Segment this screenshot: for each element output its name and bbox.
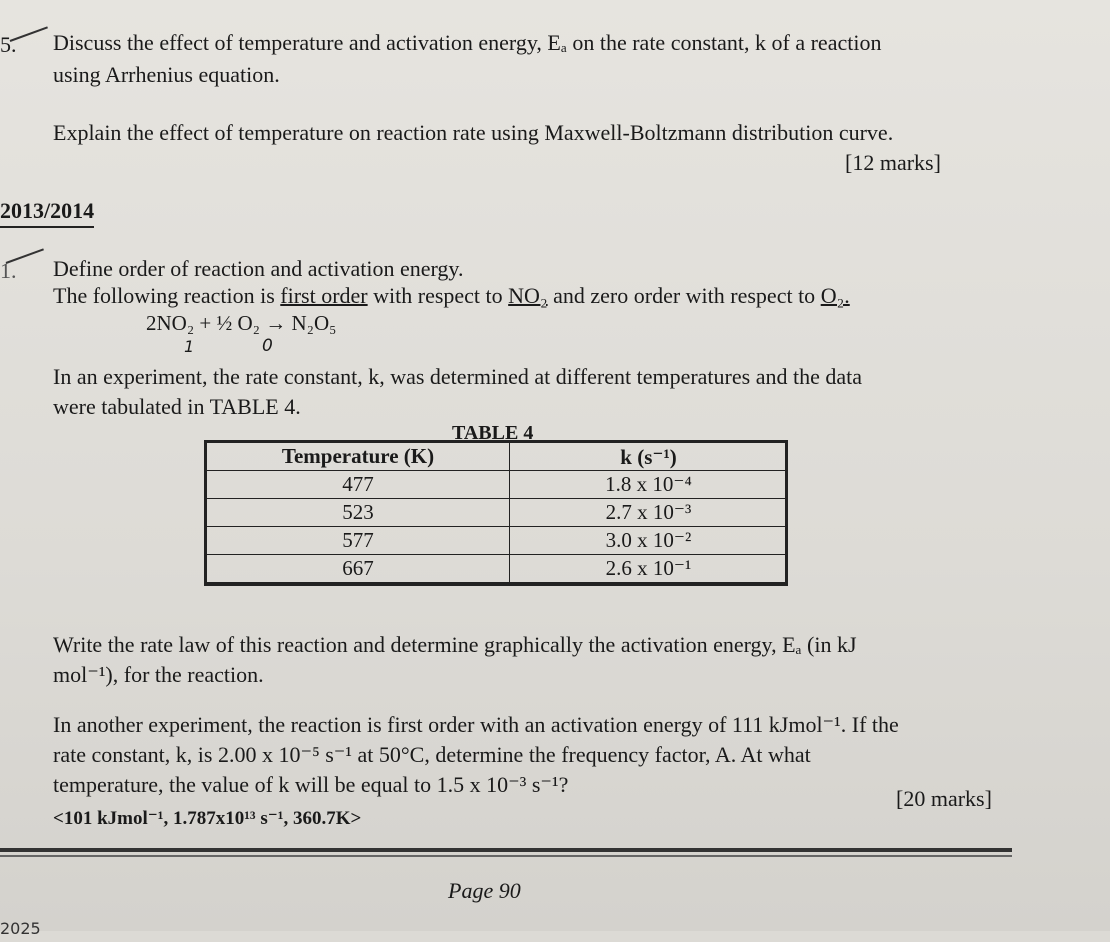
table-title: TABLE 4 <box>452 422 534 444</box>
question-text-line: were tabulated in TABLE 4. <box>53 394 301 419</box>
answer-key: <101 kJmol⁻¹, 1.787x10¹³ s⁻¹, 360.7K> <box>53 808 362 829</box>
table-cell: 2.6 x 10⁻¹ <box>510 555 788 583</box>
question-text-line: rate constant, k, is 2.00 x 10⁻⁵ s⁻¹ at 50°C, determine the frequency factor, A. At what <box>53 742 811 767</box>
table-cell: 577 <box>207 527 510 555</box>
chemical-equation: 2NO₂ + ½ O₂ → N₂O₅ <box>146 311 337 335</box>
question-text-line: mol⁻¹), for the reaction. <box>53 662 264 687</box>
question-number: 1. <box>0 258 17 283</box>
underlined-text: O₂. <box>820 283 850 308</box>
table-row <box>207 471 788 499</box>
table-cell: 3.0 x 10⁻² <box>510 527 788 555</box>
table-cell: 523 <box>207 499 510 527</box>
divider-line <box>0 848 1012 852</box>
table-cell: 1.8 x 10⁻⁴ <box>510 471 788 499</box>
table-row <box>207 527 788 555</box>
table-cell: 2.7 x 10⁻³ <box>510 499 788 527</box>
page-number: Page 90 <box>448 878 521 903</box>
table-header-row <box>207 443 788 471</box>
year-heading: 2013/2014 <box>0 198 94 228</box>
question-text-line: Define order of reaction and activation energy. <box>53 256 464 281</box>
question-number: 5. <box>0 32 17 57</box>
handwritten-note: 0 <box>262 336 273 356</box>
question-text-line: Write the rate law of this reaction and determine graphically the activation energy, Eₐ (in kJ <box>53 632 857 657</box>
handwritten-note: 1 <box>184 337 195 356</box>
text-segment: The following reaction is <box>53 283 281 308</box>
data-table <box>206 442 788 583</box>
question-text-line: In another experiment, the reaction is first order with an activation energy of 111 kJmol⁻¹. If the <box>53 712 899 737</box>
marks-label: [20 marks] <box>896 786 992 811</box>
question-text-line <box>53 283 850 309</box>
table-row <box>207 499 788 527</box>
question-text-line: using Arrhenius equation. <box>53 62 280 87</box>
table-row <box>207 555 788 583</box>
table-header-cell: Temperature (K) <box>207 443 510 471</box>
text-segment: and zero order with respect to <box>547 283 821 308</box>
underlined-text: NO₂ <box>508 283 548 308</box>
question-text-line: temperature, the value of k will be equal to 1.5 x 10⁻³ s⁻¹? <box>53 772 569 797</box>
divider-line <box>0 855 1012 857</box>
table-cell: 667 <box>207 555 510 583</box>
question-text-line: Discuss the effect of temperature and activation energy, Eₐ on the rate constant, k of a reaction <box>53 30 882 55</box>
corner-mark: 2025 <box>0 919 41 938</box>
table-header-cell: k (s⁻¹) <box>510 443 788 471</box>
text-segment: with respect to <box>367 283 509 308</box>
question-text-line: Explain the effect of temperature on reaction rate using Maxwell-Boltzmann distribution curve. <box>53 120 894 145</box>
table-cell: 477 <box>207 471 510 499</box>
marks-label: [12 marks] <box>845 150 941 175</box>
question-text-line: In an experiment, the rate constant, k, was determined at different temperatures and the data <box>53 364 862 389</box>
underlined-text: first order <box>280 283 368 308</box>
